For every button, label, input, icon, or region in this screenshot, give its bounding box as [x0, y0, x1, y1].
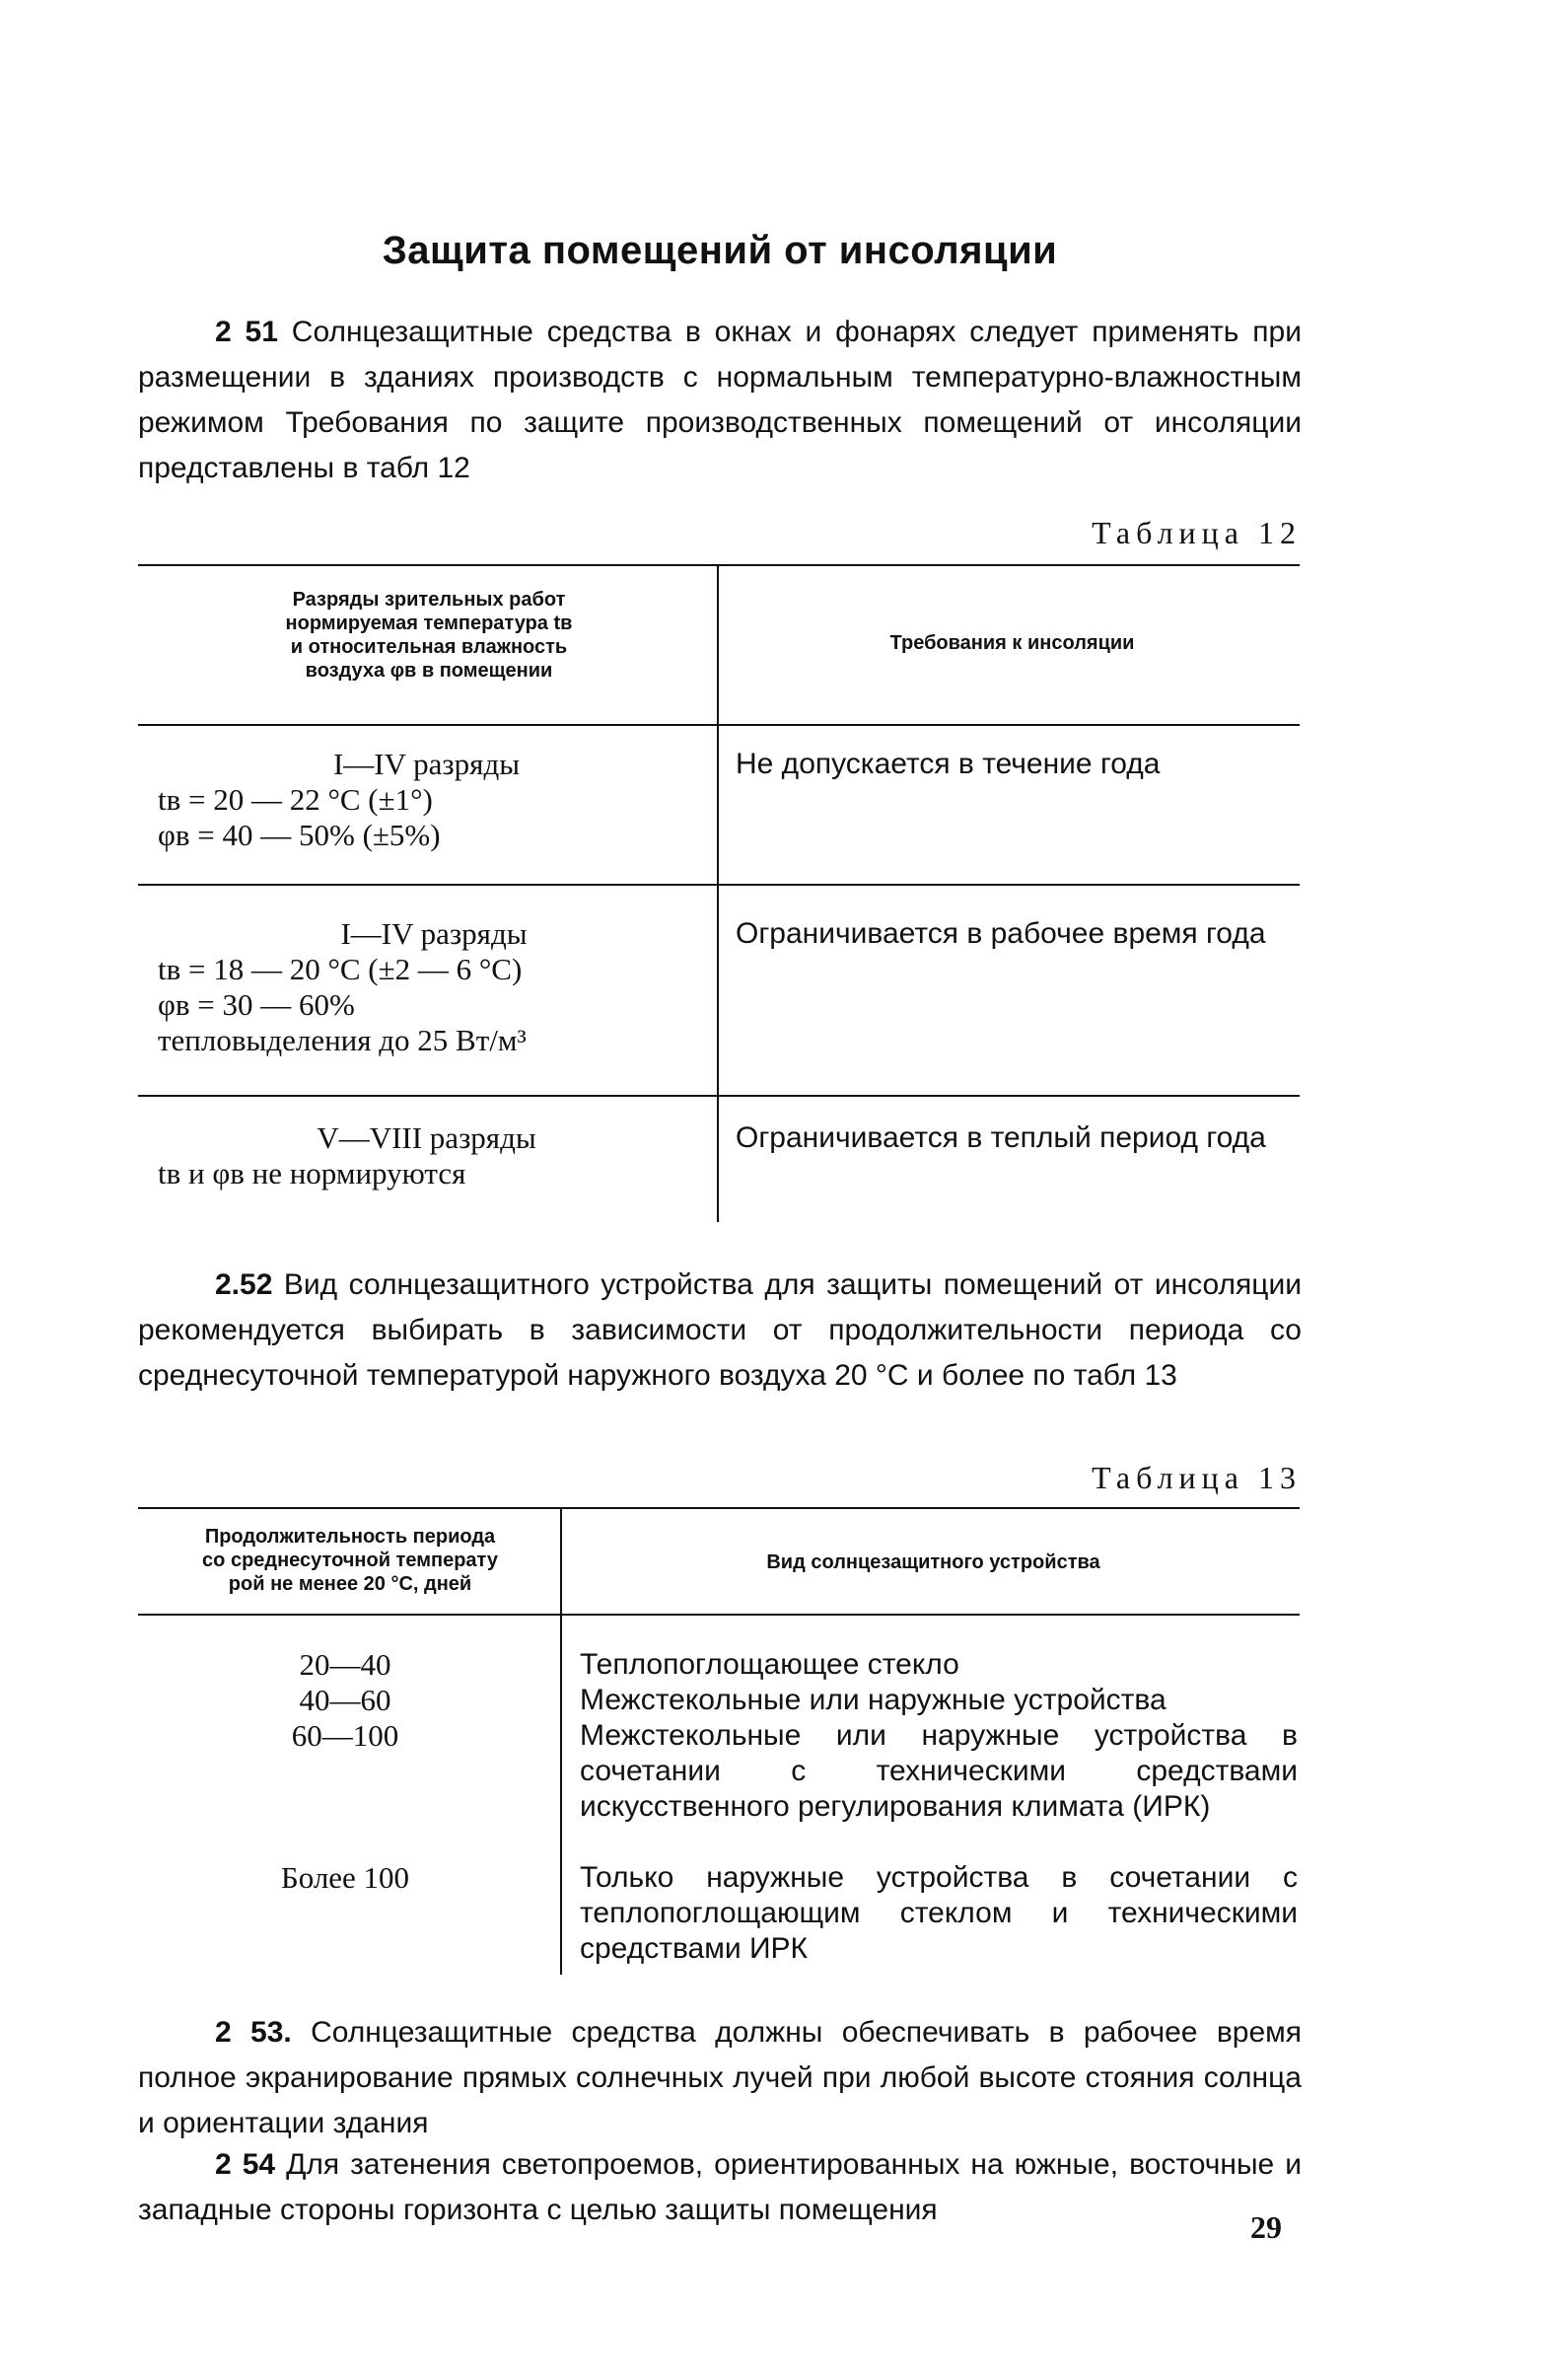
table-12-caption: Таблица 12 — [1092, 515, 1302, 550]
table-12-header-rule — [138, 724, 1300, 726]
paragraph-2-52 — [138, 1262, 1302, 1399]
table-13-device: Межстекольные или наружные устройства в сочетании с техническими средствами искусственного регулирования климата (ИРК) — [580, 1719, 1298, 1823]
table-12-row-2-requirement: Ограничивается в рабочее время года — [736, 917, 1266, 950]
clause-number: 2.52 — [215, 1268, 273, 1301]
paragraph-2-54 — [138, 2142, 1302, 2233]
table-12-header-right: Требования к инсоляции — [889, 632, 1135, 654]
table-13-device: Только наружные устройства в сочетании с теплопоглощающим стеклом и техническими средствами ИРК — [580, 1861, 1298, 1965]
table-13-duration: 40—60 — [299, 1683, 391, 1717]
paragraph-text: Солнцезащитные средства должны обеспечивать в рабочее время полное экранирование прямых солнечных лучей при любой высоте стояния солнца и ориентации здания — [138, 2016, 1302, 2139]
table-13-duration: 20—40 — [299, 1647, 391, 1682]
paragraph-text: Для затенения светопроемов, ориентированных на южные, восточные и западные стороны горизонта с целью защиты помещения — [138, 2148, 1302, 2226]
table-12-column-divider — [717, 564, 719, 1222]
section-heading: Защита помещений от инсоляции — [382, 229, 1058, 272]
table-12-row-3-requirement: Ограничивается в теплый период года — [736, 1121, 1266, 1154]
paragraph-text: Солнцезащитные средства в окнах и фонарях следует применять при размещении в зданиях производств с нормальным температурно-влажностным режимом Требования по защите производственных помещений от инсоляции представлены в табл 12 — [138, 316, 1302, 484]
table-12-row-3-conditions: V—VIII разряды tв и φв не нормируются — [158, 1120, 536, 1190]
table-13-caption: Таблица 13 — [1092, 1460, 1302, 1495]
table-13-column-divider — [560, 1507, 562, 1975]
table-13-duration: Более 100 — [280, 1860, 410, 1895]
page-number: 29 — [1250, 2209, 1282, 2245]
clause-number: 2 53. — [215, 2016, 292, 2049]
table-13-header-left: Продолжительность периода со среднесуточной температу рой не менее 20 °С, дней — [202, 1526, 498, 1595]
table-12-row-rule — [138, 1095, 1300, 1097]
paragraph-2-53 — [138, 2010, 1302, 2146]
clause-number: 2 51 — [215, 316, 278, 348]
table-13-device: Теплопоглощающее стекло — [580, 1648, 959, 1681]
table-12-header-left: Разряды зрительных работ нормируемая температура tв и относительная влажность воздуха φв в помещении — [285, 589, 573, 682]
table-13-header-rule — [138, 1614, 1300, 1616]
table-13-top-rule — [138, 1507, 1300, 1509]
table-12-top-rule — [138, 564, 1300, 566]
paragraph-text: Вид солнцезащитного устройства для защиты помещений от инсоляции рекомендуется выбирать в зависимости от продолжительности периода со среднесуточной температурой наружного воздуха 20 °С и более по табл 13 — [138, 1268, 1302, 1392]
table-12-row-1-conditions: I—IV разряды tв = 20 — 22 °С (±1°) φв = 40 — 50% (±5%) — [158, 747, 521, 852]
table-12-row-rule — [138, 884, 1300, 886]
table-12-row-2-conditions: I—IV разряды tв = 18 — 20 °С (±2 — 6 °С) φв = 30 — 60% тепловыделения до 25 Вт/м³ — [158, 916, 528, 1057]
table-13-device: Межстекольные или наружные устройства — [580, 1684, 1167, 1716]
table-12-row-1-requirement: Не допускается в течение года — [736, 748, 1161, 780]
paragraph-2-51 — [138, 310, 1302, 491]
table-13-duration: 60—100 — [291, 1718, 399, 1753]
clause-number: 2 54 — [215, 2148, 276, 2181]
table-13-header-right: Вид солнцезащитного устройства — [766, 1551, 1100, 1573]
